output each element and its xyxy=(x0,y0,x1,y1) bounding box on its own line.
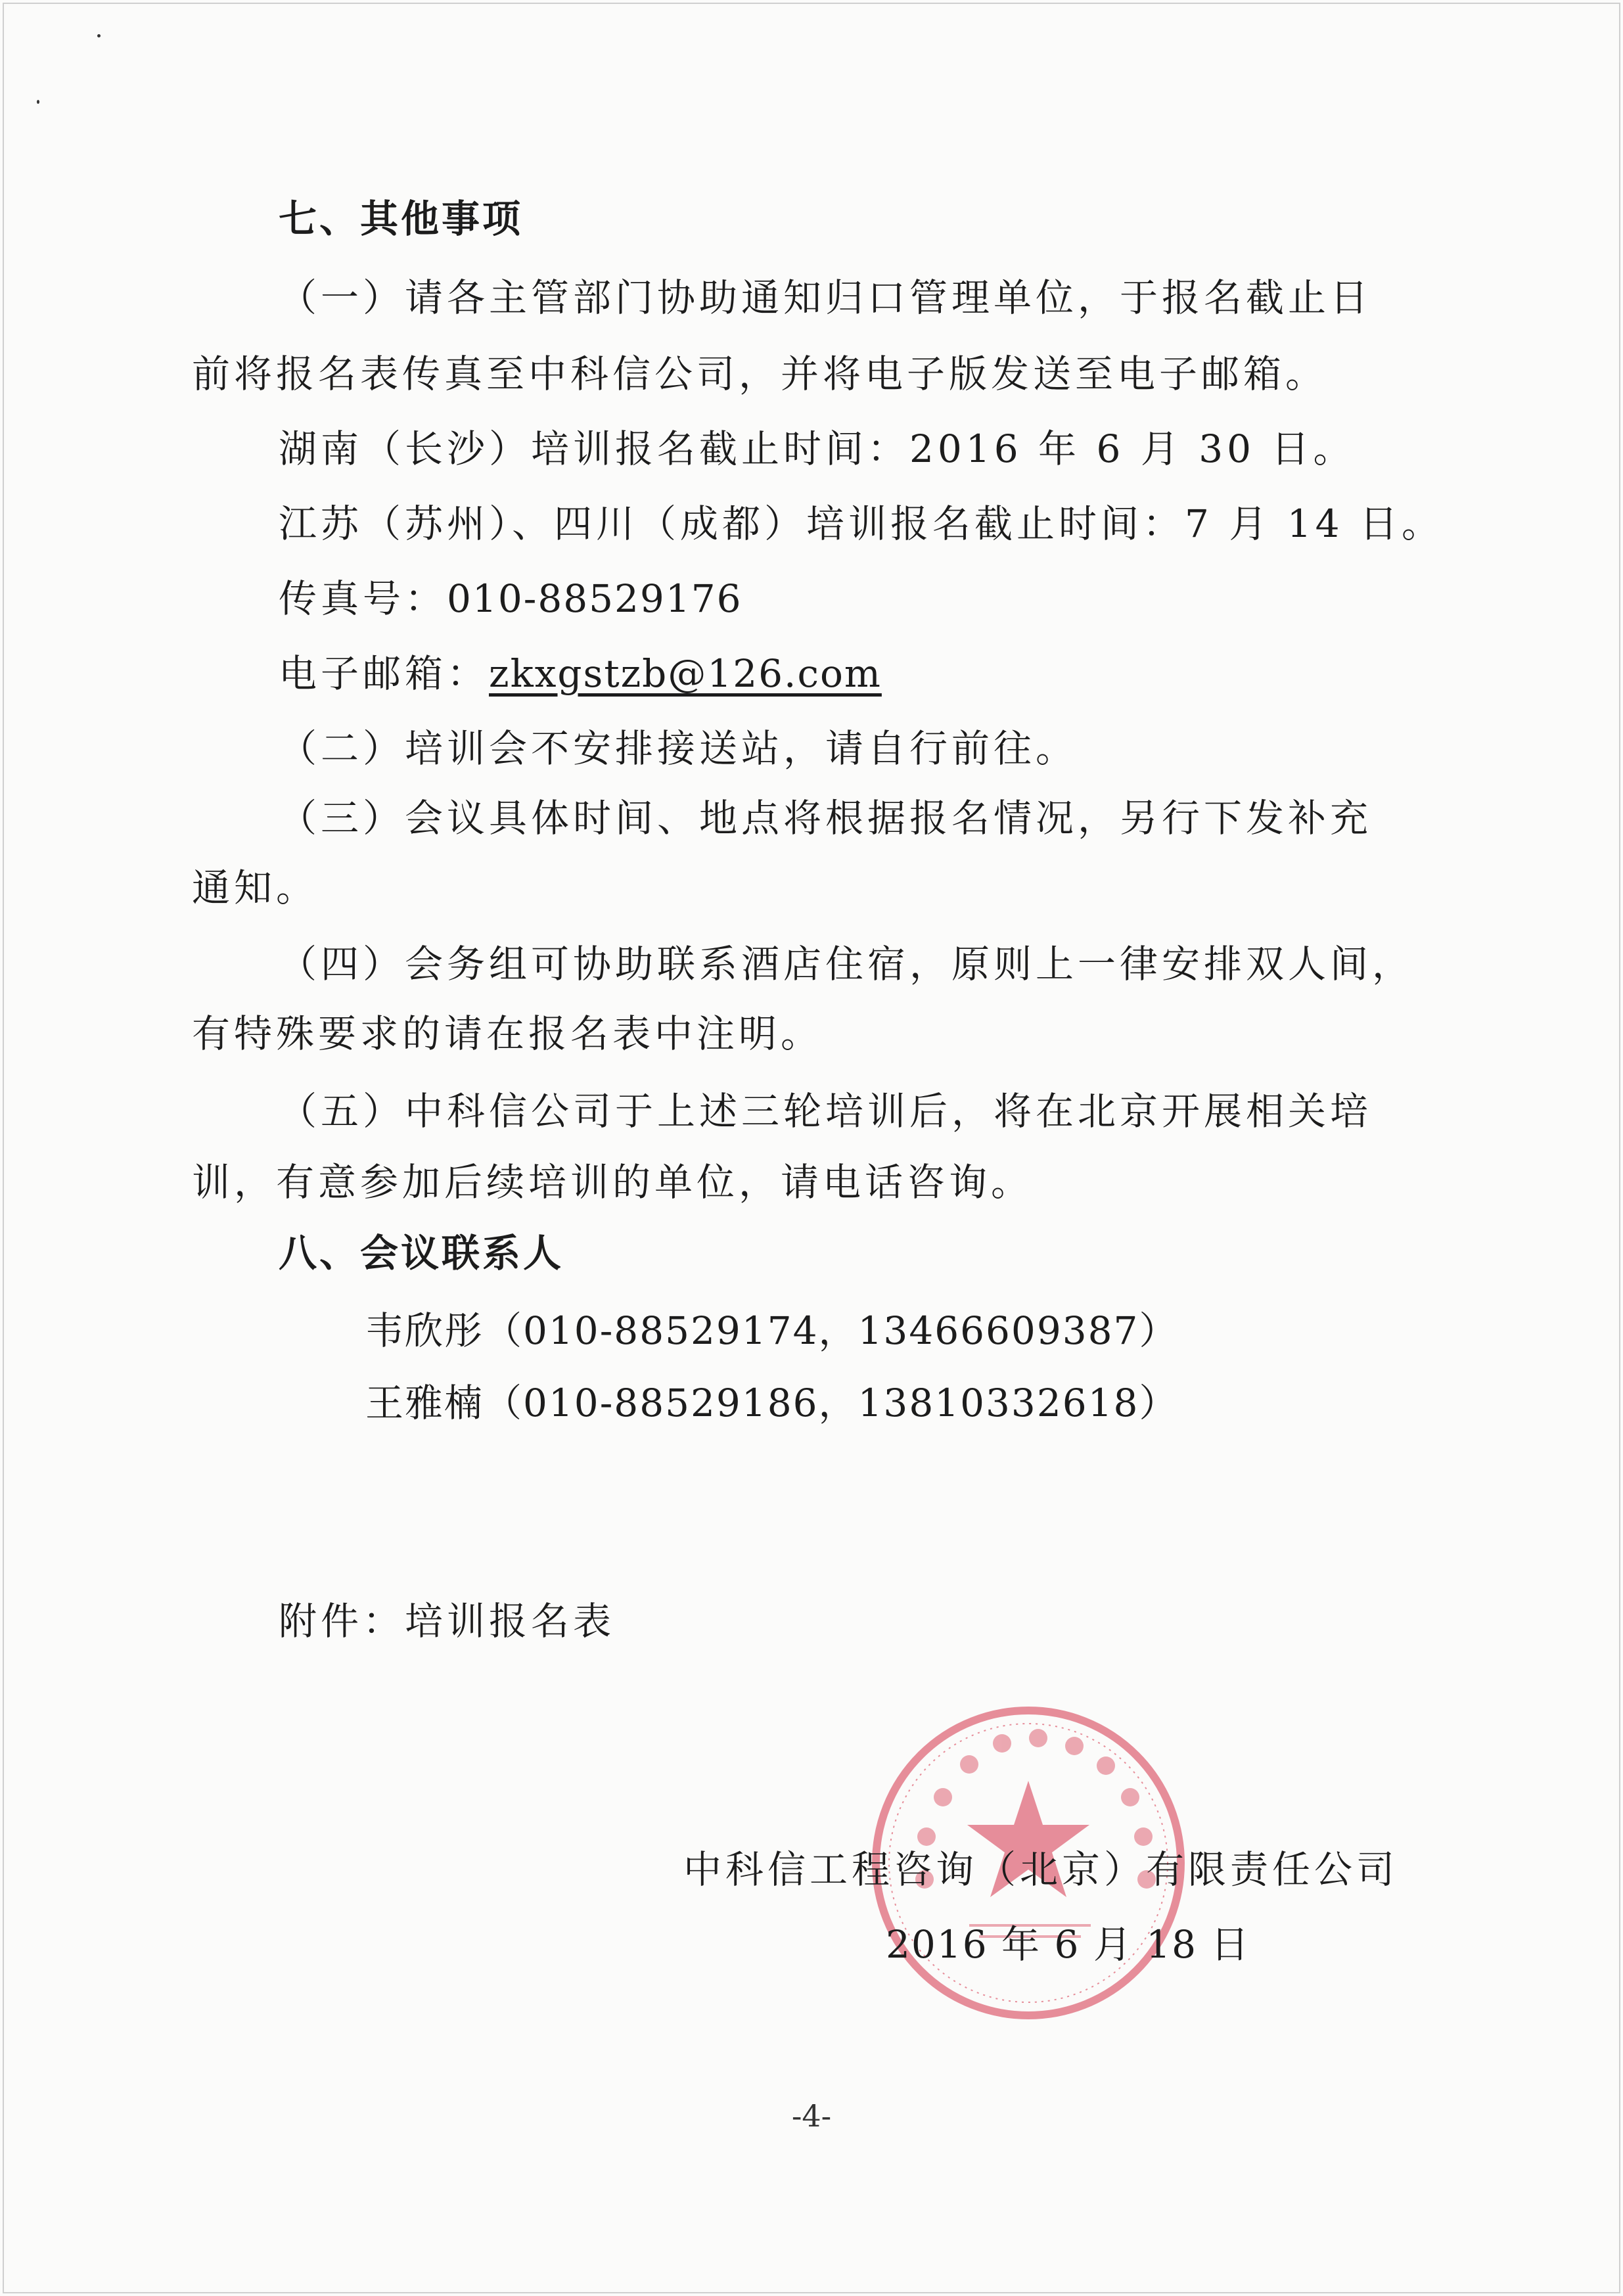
item4-line1: （四）会务组可协助联系酒店住宿，原则上一律安排双人间， xyxy=(279,942,1415,986)
email-row xyxy=(279,651,882,697)
page-border xyxy=(3,3,1620,2293)
scan-speck xyxy=(37,100,39,104)
contact-2: 王雅楠（010-88529186，13810332618） xyxy=(365,1381,1179,1425)
signature-date: 2016 年 6 月 18 日 xyxy=(886,1922,1250,1967)
fax-label: 传真号： xyxy=(279,576,447,621)
item3-line1: （三）会议具体时间、地点将根据报名情况，另行下发补充 xyxy=(279,796,1373,840)
attachment-note: 附件：培训报名表 xyxy=(279,1599,616,1643)
item4-line2: 有特殊要求的请在报名表中注明。 xyxy=(192,1011,823,1056)
fax-value: 010-88529176 xyxy=(447,576,743,621)
page-number: -4- xyxy=(791,2098,832,2134)
item5-line1: （五）中科信公司于上述三轮培训后，将在北京开展相关培 xyxy=(279,1089,1373,1134)
email-link[interactable]: zkxgstzb@126.com xyxy=(489,651,882,696)
item2: （二）培训会不安排接送站，请自行前往。 xyxy=(279,726,1078,771)
scan-speck xyxy=(97,34,101,37)
fax-row xyxy=(279,576,743,622)
section8-heading: 八、会议联系人 xyxy=(279,1231,564,1275)
item3-line2: 通知。 xyxy=(192,865,319,910)
jiangsu-sichuan-deadline: 江苏（苏州）、四川（成都）培训报名截止时间：7 月 14 日。 xyxy=(279,501,1444,546)
item1-line2: 前将报名表传真至中科信公司，并将电子版发送至电子邮箱。 xyxy=(192,352,1328,396)
signature-company: 中科信工程咨询（北京）有限责任公司 xyxy=(683,1847,1399,1892)
item5-line2: 训，有意参加后续培训的单位，请电话咨询。 xyxy=(192,1160,1034,1205)
hunan-deadline: 湖南（长沙）培训报名截止时间：2016 年 6 月 30 日。 xyxy=(279,426,1356,471)
contact-1: 韦欣彤（010-88529174，13466609387） xyxy=(365,1308,1179,1353)
section7-heading: 七、其他事项 xyxy=(279,196,524,241)
email-label: 电子邮箱： xyxy=(279,651,490,696)
item1-line1: （一）请各主管部门协助通知归口管理单位，于报名截止日 xyxy=(279,275,1373,320)
